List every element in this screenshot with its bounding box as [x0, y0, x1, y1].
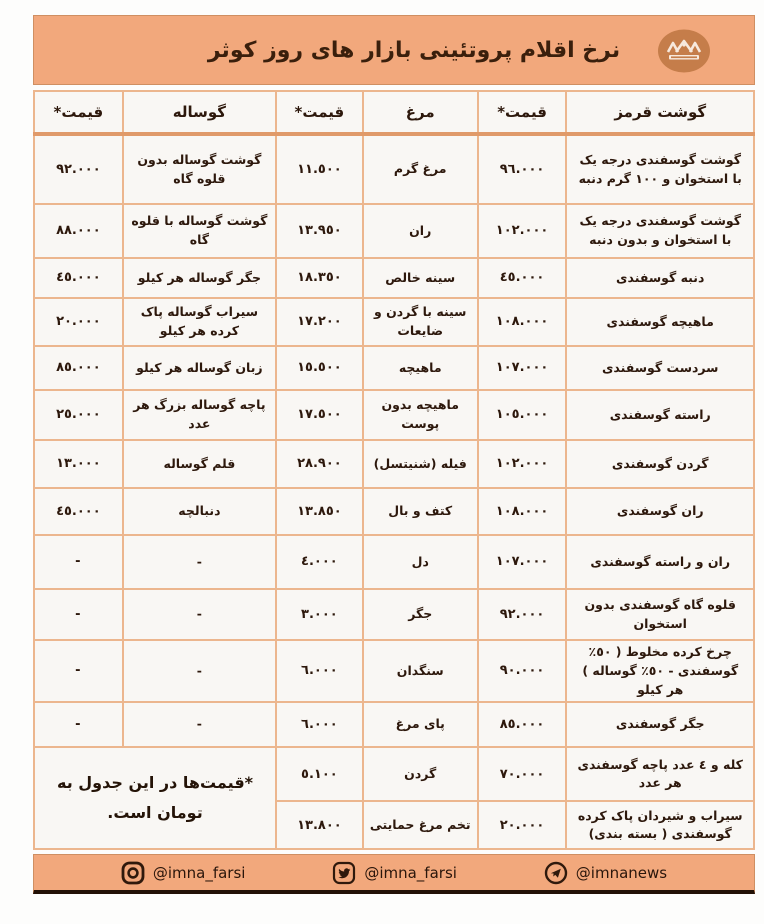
veal-item: گوشت گوساله با قلوه گاه	[123, 204, 276, 258]
veal-price: ٩٢.٠٠٠	[34, 134, 123, 204]
table-row	[34, 747, 754, 801]
footnote-cell: *قیمت‌ها در این جدول به تومان است.	[34, 747, 276, 849]
col-header-chicken: مرغ	[363, 91, 478, 134]
telegram-handle: @imnanews	[575, 863, 668, 882]
social-footer	[33, 854, 755, 894]
veal-item: -	[123, 702, 276, 747]
imna-logo-icon	[656, 28, 712, 74]
chicken-price: ٦.٠٠٠	[276, 702, 363, 747]
red-meat-item: راسته گوسفندی	[566, 390, 754, 440]
veal-price: ٨٥.٠٠٠	[34, 346, 123, 390]
veal-item: دنبالچه	[123, 488, 276, 535]
table-row	[34, 134, 754, 204]
table-row	[34, 589, 754, 640]
veal-price: ١٣.٠٠٠	[34, 440, 123, 488]
twitter-social	[332, 861, 457, 885]
instagram-icon	[121, 861, 145, 885]
twitter-icon	[332, 861, 356, 885]
red-meat-price: ٨٥.٠٠٠	[478, 702, 567, 747]
telegram-social	[544, 861, 667, 885]
chicken-item: گردن	[363, 747, 478, 801]
red-meat-item: گوشت گوسفندی درجه یک با استخوان و بدون دنبه	[566, 204, 754, 258]
page-title: نرخ اقلام پروتئینی بازار های روز کوثر	[207, 37, 621, 63]
table-row	[34, 640, 754, 702]
red-meat-price: ١٠٧.٠٠٠	[478, 346, 567, 390]
chicken-item: مرغ گرم	[363, 134, 478, 204]
chicken-item: تخم مرغ حمایتی	[363, 801, 478, 849]
chicken-item: ماهیچه	[363, 346, 478, 390]
col-header-chicken-price: قیمت*	[276, 91, 363, 134]
red-meat-price: ١٠٥.٠٠٠	[478, 390, 567, 440]
table-row	[34, 488, 754, 535]
header-row	[34, 91, 754, 134]
veal-item: -	[123, 640, 276, 702]
red-meat-price: ١٠٢.٠٠٠	[478, 204, 567, 258]
table-row	[34, 440, 754, 488]
col-header-veal-price: قیمت*	[34, 91, 123, 134]
col-header-red-price: قیمت*	[478, 91, 567, 134]
chicken-item: ران	[363, 204, 478, 258]
chicken-price: ٣.٠٠٠	[276, 589, 363, 640]
veal-item: -	[123, 589, 276, 640]
red-meat-price: ٩٠.٠٠٠	[478, 640, 567, 702]
red-meat-price: ١٠٨.٠٠٠	[478, 488, 567, 535]
veal-item: -	[123, 535, 276, 589]
red-meat-price: ٩٦.٠٠٠	[478, 134, 567, 204]
twitter-handle: @imna_farsi	[364, 863, 457, 882]
veal-item: گوشت گوساله بدون قلوه گاه	[123, 134, 276, 204]
chicken-price: ١٣.٨٥٠	[276, 488, 363, 535]
chicken-price: ٥.١٠٠	[276, 747, 363, 801]
table-row	[34, 702, 754, 747]
red-meat-price: ١٠٨.٠٠٠	[478, 298, 567, 346]
veal-item: قلم گوساله	[123, 440, 276, 488]
veal-price: ٨٨.٠٠٠	[34, 204, 123, 258]
red-meat-item: سردست گوسفندی	[566, 346, 754, 390]
red-meat-price: ٢٠.٠٠٠	[478, 801, 567, 849]
chicken-price: ١٣.٨٠٠	[276, 801, 363, 849]
chicken-item: سنگدان	[363, 640, 478, 702]
instagram-handle: @imna_farsi	[152, 863, 246, 882]
red-meat-price: ١٠٢.٠٠٠	[478, 440, 567, 488]
chicken-price: ١٥.٥٠٠	[276, 346, 363, 390]
red-meat-item: کله و ٤ عدد پاچه گوسفندی هر عدد	[566, 747, 754, 801]
chicken-item: سینه خالص	[363, 258, 478, 298]
red-meat-price: ١٠٧.٠٠٠	[478, 535, 567, 589]
veal-price: ٤٥.٠٠٠	[34, 258, 123, 298]
chicken-price: ١٧.٢٠٠	[276, 298, 363, 346]
col-header-veal: گوساله	[123, 91, 276, 134]
red-meat-item: دنبه گوسفندی	[566, 258, 754, 298]
chicken-item: جگر	[363, 589, 478, 640]
table-row	[34, 298, 754, 346]
red-meat-item: ماهیچه گوسفندی	[566, 298, 754, 346]
table-row	[34, 346, 754, 390]
chicken-item: ماهیچه بدون پوست	[363, 390, 478, 440]
chicken-item: کتف و بال	[363, 488, 478, 535]
table-row	[34, 204, 754, 258]
infographic-page	[0, 15, 764, 924]
instagram-social	[121, 861, 246, 885]
veal-price: ٤٥.٠٠٠	[34, 488, 123, 535]
col-header-red-meat: گوشت قرمز	[566, 91, 754, 134]
chicken-price: ١١.٥٠٠	[276, 134, 363, 204]
sheet	[33, 15, 755, 894]
price-table	[33, 90, 755, 850]
veal-price: ٢٥.٠٠٠	[34, 390, 123, 440]
red-meat-item: گوشت گوسفندی درجه یک با استخوان و ١٠٠ گرم دنبه	[566, 134, 754, 204]
red-meat-item: جگر گوسفندی	[566, 702, 754, 747]
telegram-icon	[544, 861, 568, 885]
chicken-price: ١٨.٣٥٠	[276, 258, 363, 298]
red-meat-item: سیراب و شیردان پاک کرده گوسفندی ( بسته بندی)	[566, 801, 754, 849]
veal-item: سیراب گوساله پاک کرده هر کیلو	[123, 298, 276, 346]
chicken-item: سینه با گردن و ضایعات	[363, 298, 478, 346]
red-meat-price: ٤٥.٠٠٠	[478, 258, 567, 298]
red-meat-item: ران گوسفندی	[566, 488, 754, 535]
red-meat-item: ران و راسته گوسفندی	[566, 535, 754, 589]
title-band	[33, 15, 755, 85]
chicken-item: فیله (شنیتسل)	[363, 440, 478, 488]
red-meat-price: ٩٢.٠٠٠	[478, 589, 567, 640]
chicken-price: ٦.٠٠٠	[276, 640, 363, 702]
chicken-item: پای مرغ	[363, 702, 478, 747]
chicken-price: ٤.٠٠٠	[276, 535, 363, 589]
chicken-price: ١٧.٥٠٠	[276, 390, 363, 440]
table-row	[34, 258, 754, 298]
veal-price: -	[34, 640, 123, 702]
veal-price: -	[34, 702, 123, 747]
veal-item: جگر گوساله هر کیلو	[123, 258, 276, 298]
veal-item: زبان گوساله هر کیلو	[123, 346, 276, 390]
red-meat-item: چرخ کرده مخلوط ( ٥٠٪ گوسفندی - ٥٠٪ گوساله ) هر کیلو	[566, 640, 754, 702]
veal-price: -	[34, 589, 123, 640]
veal-price: -	[34, 535, 123, 589]
table-row	[34, 535, 754, 589]
chicken-price: ١٣.٩٥٠	[276, 204, 363, 258]
chicken-item: دل	[363, 535, 478, 589]
red-meat-item: قلوه گاه گوسفندی بدون استخوان	[566, 589, 754, 640]
veal-item: پاچه گوساله بزرگ هر عدد	[123, 390, 276, 440]
table-row	[34, 390, 754, 440]
veal-price: ٢٠.٠٠٠	[34, 298, 123, 346]
chicken-price: ٢٨.٩٠٠	[276, 440, 363, 488]
red-meat-item: گردن گوسفندی	[566, 440, 754, 488]
red-meat-price: ٧٠.٠٠٠	[478, 747, 567, 801]
